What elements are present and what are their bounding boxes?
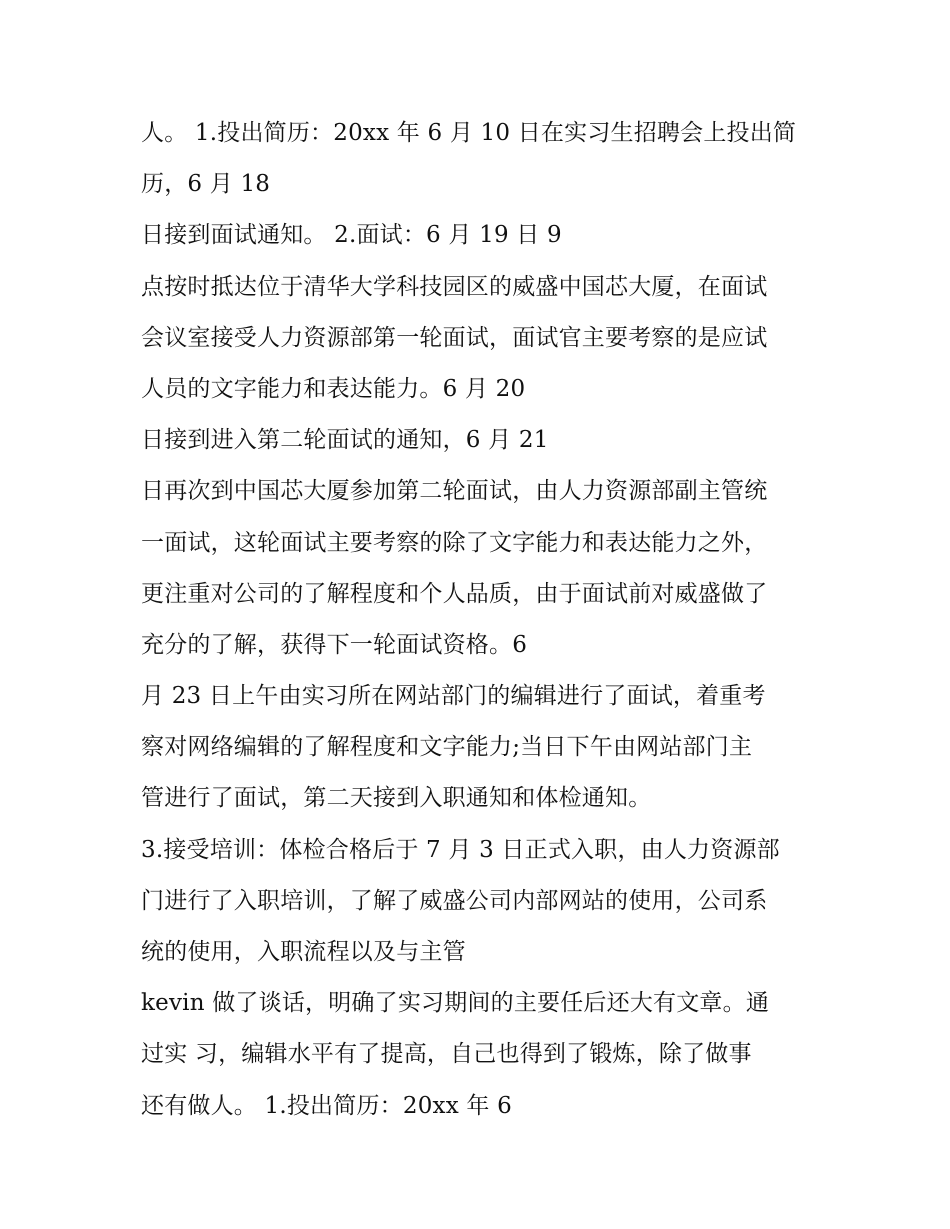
text-line: 察对网络编辑的了解程度和文字能力;当日下午由网站部门主 xyxy=(141,734,753,761)
text-line: 月 23 日上午由实习所在网站部门的编辑进行了面试，着重考 xyxy=(141,683,766,710)
text-line: 会议室接受人力资源部第一轮面试，面试官主要考察的是应试 xyxy=(141,324,768,351)
text-line: kevin 做了谈话，明确了实习期间的主要任后还大有文章。通 xyxy=(141,990,770,1017)
text-line: 日再次到中国芯大厦参加第二轮面试，由人力资源部副主管统 xyxy=(141,478,768,505)
text-line: 门进行了入职培训，了解了威盛公司内部网站的使用，公司系 xyxy=(141,887,768,914)
text-line: 历，6 月 18 xyxy=(141,171,271,198)
text-line: 管进行了面试，第二天接到入职通知和体检通知。 xyxy=(141,785,652,812)
text-line: 一面试，这轮面试主要考察的除了文字能力和表达能力之外， xyxy=(141,529,768,556)
text-line: 点按时抵达位于清华大学科技园区的威盛中国芯大厦，在面试 xyxy=(141,273,768,300)
text-line: 日接到面试通知。 2.面试：6 月 19 日 9 xyxy=(141,222,562,249)
text-line: 还有做人。 1.投出简历：20xx 年 6 xyxy=(141,1092,512,1119)
text-line: 充分的了解，获得下一轮面试资格。6 xyxy=(141,631,528,658)
text-line: 更注重对公司的了解程度和个人品质，由于面试前对威盛做了 xyxy=(141,580,768,607)
text-line: 人员的文字能力和表达能力。6 月 20 xyxy=(141,375,526,402)
text-line: 过实 习，编辑水平有了提高，自己也得到了锻炼，除了做事 xyxy=(141,1041,752,1068)
text-line: 3.接受培训：体检合格后于 7 月 3 日正式入职，由人力资源部 xyxy=(141,836,780,863)
text-line: 日接到进入第二轮面试的通知，6 月 21 xyxy=(141,427,549,454)
text-line: 人。 1.投出简历：20xx 年 6 月 10 日在实习生招聘会上投出简 xyxy=(141,120,797,146)
document-body xyxy=(141,108,821,1132)
text-line: 统的使用，入职流程以及与主管 xyxy=(141,939,466,965)
